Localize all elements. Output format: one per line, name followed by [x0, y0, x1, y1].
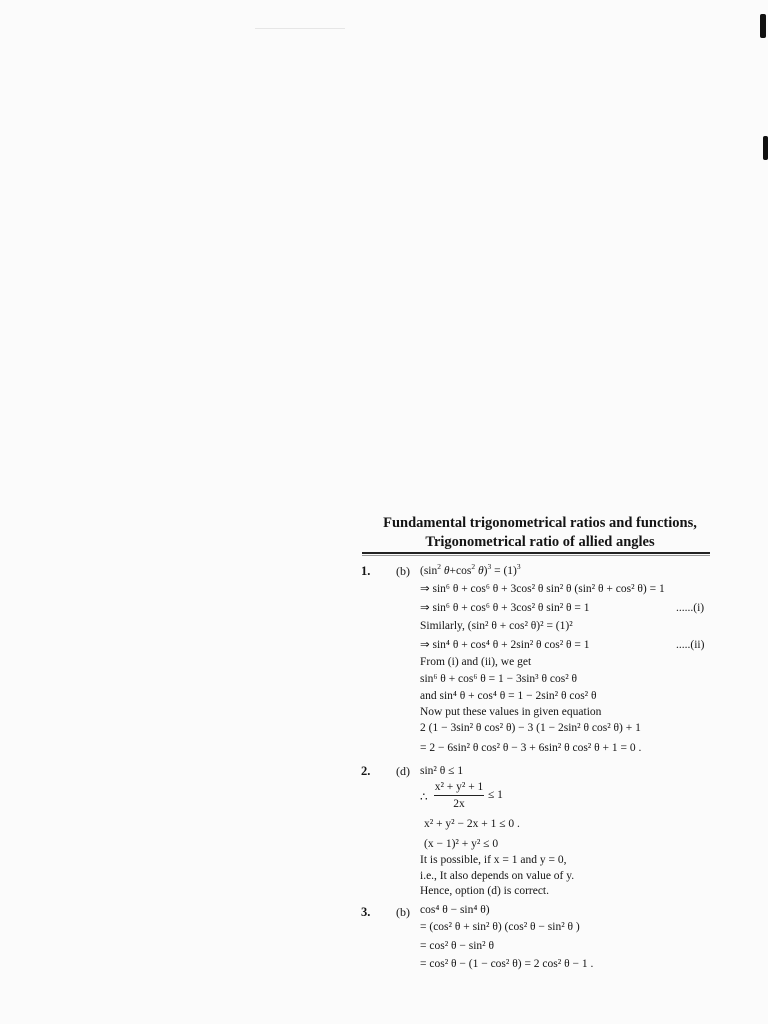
solution-line: i.e., It also depends on value of y. — [420, 870, 575, 882]
scan-edge-mark — [763, 136, 768, 160]
solution-line: ⇒ sin⁶ θ + cos⁶ θ + 3cos² θ sin² θ = 1 — [420, 602, 590, 614]
solution-line: ⇒ sin⁴ θ + cos⁴ θ + 2sin² θ cos² θ = 1 — [420, 639, 590, 651]
title-underline-thin — [362, 555, 710, 556]
solution-line: ⇒ sin⁶ θ + cos⁶ θ + 3cos² θ sin² θ (sin² θ + cos² θ) = 1 — [420, 583, 665, 595]
answer-option: (b) — [396, 564, 410, 578]
solution-line: sin⁶ θ + cos⁶ θ = 1 − 3sin³ θ cos² θ — [420, 673, 578, 685]
equation-tag: ......(i) — [676, 602, 705, 614]
solution-line: (x − 1)² + y² ≤ 0 — [424, 838, 499, 850]
fraction — [434, 780, 484, 812]
fraction-rhs: ≤ 1 — [488, 789, 503, 801]
solution-line: = cos² θ − sin² θ — [420, 940, 495, 952]
section-title-line1: Fundamental trigonometrical ratios and functions, — [383, 515, 697, 531]
scan-smudge — [255, 28, 345, 29]
section-title-line2: Trigonometrical ratio of allied angles — [425, 534, 655, 550]
question-number: 3. — [361, 905, 371, 919]
fraction-denominator: 2x — [453, 798, 465, 810]
solution-line: cos⁴ θ − sin⁴ θ) — [420, 904, 490, 916]
fraction-numerator: x² + y² + 1 — [434, 780, 484, 796]
solution-line: 2 (1 − 3sin² θ cos² θ) − 3 (1 − 2sin² θ cos² θ) + 1 — [420, 722, 641, 734]
title-underline — [362, 552, 710, 554]
answer-option: (b) — [396, 905, 410, 919]
solution-line: = cos² θ − (1 − cos² θ) = 2 cos² θ − 1 . — [420, 958, 594, 970]
answer-option: (d) — [396, 764, 410, 778]
solution-line: ($\sin^2$ $\theta+\cos^2$ $\theta)^3 = (1)^3$ — [420, 562, 521, 577]
solution-line: It is possible, if x = 1 and y = 0, — [420, 854, 567, 866]
solution-line: Hence, option (d) is correct. — [420, 885, 550, 897]
solution-line: x² + y² − 2x + 1 ≤ 0 . — [424, 818, 520, 830]
scan-edge-mark — [760, 14, 766, 38]
solution-line: sin² θ ≤ 1 — [420, 765, 464, 777]
solution-line: = 2 − 6sin² θ cos² θ − 3 + 6sin² θ cos² θ + 1 = 0 . — [420, 742, 642, 754]
question-number: 2. — [361, 764, 371, 778]
solution-line: = (cos² θ + sin² θ) (cos² θ − sin² θ ) — [420, 921, 580, 933]
solution-line: Similarly, (sin² θ + cos² θ)² = (1)² — [420, 620, 573, 632]
question-number: 1. — [361, 564, 371, 578]
solution-line: Now put these values in given equation — [420, 706, 602, 718]
equation-tag: .....(ii) — [676, 639, 705, 651]
therefore-symbol: ∴ — [420, 790, 428, 804]
solution-line: and sin⁴ θ + cos⁴ θ = 1 − 2sin² θ cos² θ — [420, 690, 597, 702]
solution-line: From (i) and (ii), we get — [420, 656, 532, 668]
